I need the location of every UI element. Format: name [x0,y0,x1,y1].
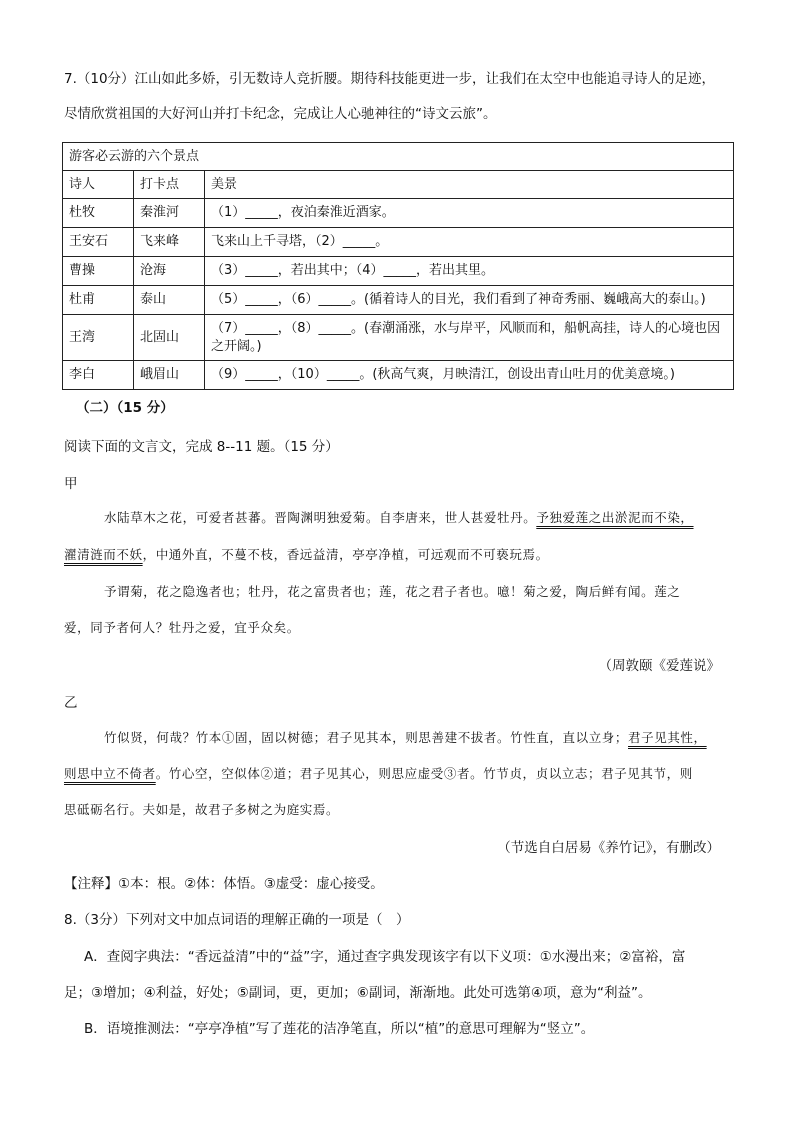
table-row [63,315,734,361]
passage-jia-label: 甲 [64,476,78,492]
q8-option-a-line2: 足；③增加；④利益，好处；⑤副词，更，更加；⑥副词，渐渐地。此处可选第④项，意为“利益”。 [64,985,652,1001]
table-row [63,228,734,257]
cell-scene: 飞来山上千寻塔，（2）_____。 [205,228,734,257]
annotation-note: 【注释】①本：根。②体：体悟。③虚受：虚心接受。 [64,876,384,892]
cell-scene: （9）_____，（10）_____。(秋高气爽，月映清江，创设出青山吐月的优美意境。) [205,361,734,390]
jia-paragraph2-line2: 爱，同予者何人？牡丹之爱，宜乎众矣。 [64,620,300,635]
jia-underlined-sentence: 濯清涟而不妖 [64,547,143,562]
table-row [63,361,734,390]
table-caption: 游客必云游的六个景点 [63,143,734,171]
yi-underlined-sentence: 则思中立不倚者 [64,766,156,781]
table-row [63,257,734,286]
cell-scene: （3）_____，若出其中；（4）_____，若出其里。 [205,257,734,286]
q8-stem: 8.（3分）下列对文中加点词语的理解正确的一项是（ ） [64,912,410,928]
q7-line1: 7.（10分）江山如此多娇，引无数诗人竞折腰。期待科技能更进一步，让我们在太空中也能追寻诗人的足迹， [64,71,716,87]
table-row [63,286,734,315]
cell-poet: 李白 [63,361,134,390]
header-place: 打卡点 [134,171,205,199]
yi-line3: 思砥砺名行。夫如是，故君子多树之为庭实焉。 [64,802,340,817]
cell-poet: 曹操 [63,257,134,286]
header-poet: 诗人 [63,171,134,199]
jia-paragraph1-line2 [64,545,549,563]
table-header-row [63,171,734,199]
q7-line2: 尽情欣赏祖国的大好河山并打卡纪念，完成让人心驰神往的“诗文云旅”。 [64,106,497,122]
jia-text: 水陆草木之花，可爱者甚蕃。晋陶渊明独爱菊。自李唐来，世人甚爱牡丹。 [104,510,537,525]
cell-place: 峨眉山 [134,361,205,390]
cell-place: 北固山 [134,315,205,361]
yi-line2 [64,764,693,782]
cell-place: 飞来峰 [134,228,205,257]
jia-paragraph1-line1 [104,508,694,526]
jia-paragraph2-line1: 予谓菊，花之隐逸者也；牡丹，花之富贵者也；莲，花之君子者也。噫！菊之爱，陶后鲜有闻。莲之 [104,584,681,599]
cell-place: 沧海 [134,257,205,286]
yi-source: （节选自白居易《养竹记》，有删改） [497,840,720,856]
q8-option-b: B．语境推测法：“亭亭净植”写了莲花的洁净笔直，所以“植”的意思可理解为“竖立”。 [84,1021,595,1037]
cell-poet: 王湾 [63,315,134,361]
cell-scene: （1）_____，夜泊秦淮近酒家。 [205,199,734,228]
jia-underlined-sentence: 予独爱莲之出淤泥而不染， [536,510,694,525]
cell-poet: 杜牧 [63,199,134,228]
scenic-spots-table [62,142,734,390]
section-title: （二）（15 分） [76,400,174,416]
table-row [63,199,734,228]
passage-yi-label: 乙 [64,695,78,711]
yi-underlined-sentence: 君子见其性， [628,730,707,745]
section-intro: 阅读下面的文言文，完成 8--11 题。（15 分） [64,439,339,455]
cell-poet: 王安石 [63,228,134,257]
yi-text: 。竹心空，空似体②道；君子见其心，则思应虚受③者。竹节贞，贞以立志；君子见其节，则 [155,766,693,781]
cell-place: 秦淮河 [134,199,205,228]
cell-place: 泰山 [134,286,205,315]
q8-option-a-line1: A．查阅字典法：“香远益清”中的“益”字，通过查字典发现该字有以下义项：①水漫出来；②富裕，富 [84,949,686,965]
table-caption-row [63,143,734,171]
cell-scene: （7）_____，（8）_____。(春潮涌涨，水与岸平，风顺而和，船帆高挂，诗人的心境也因之开阔。) [205,315,734,361]
yi-text: 竹似贤，何哉？竹本①固，固以树德；君子见其本，则思善建不拔者。竹性直，直以立身； [104,730,629,745]
cell-poet: 杜甫 [63,286,134,315]
jia-source: （周敦颐《爱莲说》 [598,658,720,674]
header-scene: 美景 [205,171,734,199]
jia-text: ，中通外直，不蔓不枝，香远益清，亭亭净植，可远观而不可亵玩焉。 [142,547,549,562]
yi-line1 [104,728,707,746]
cell-scene: （5）_____，（6）_____。(循着诗人的目光，我们看到了神奇秀丽、巍峨高大的泰山。) [205,286,734,315]
